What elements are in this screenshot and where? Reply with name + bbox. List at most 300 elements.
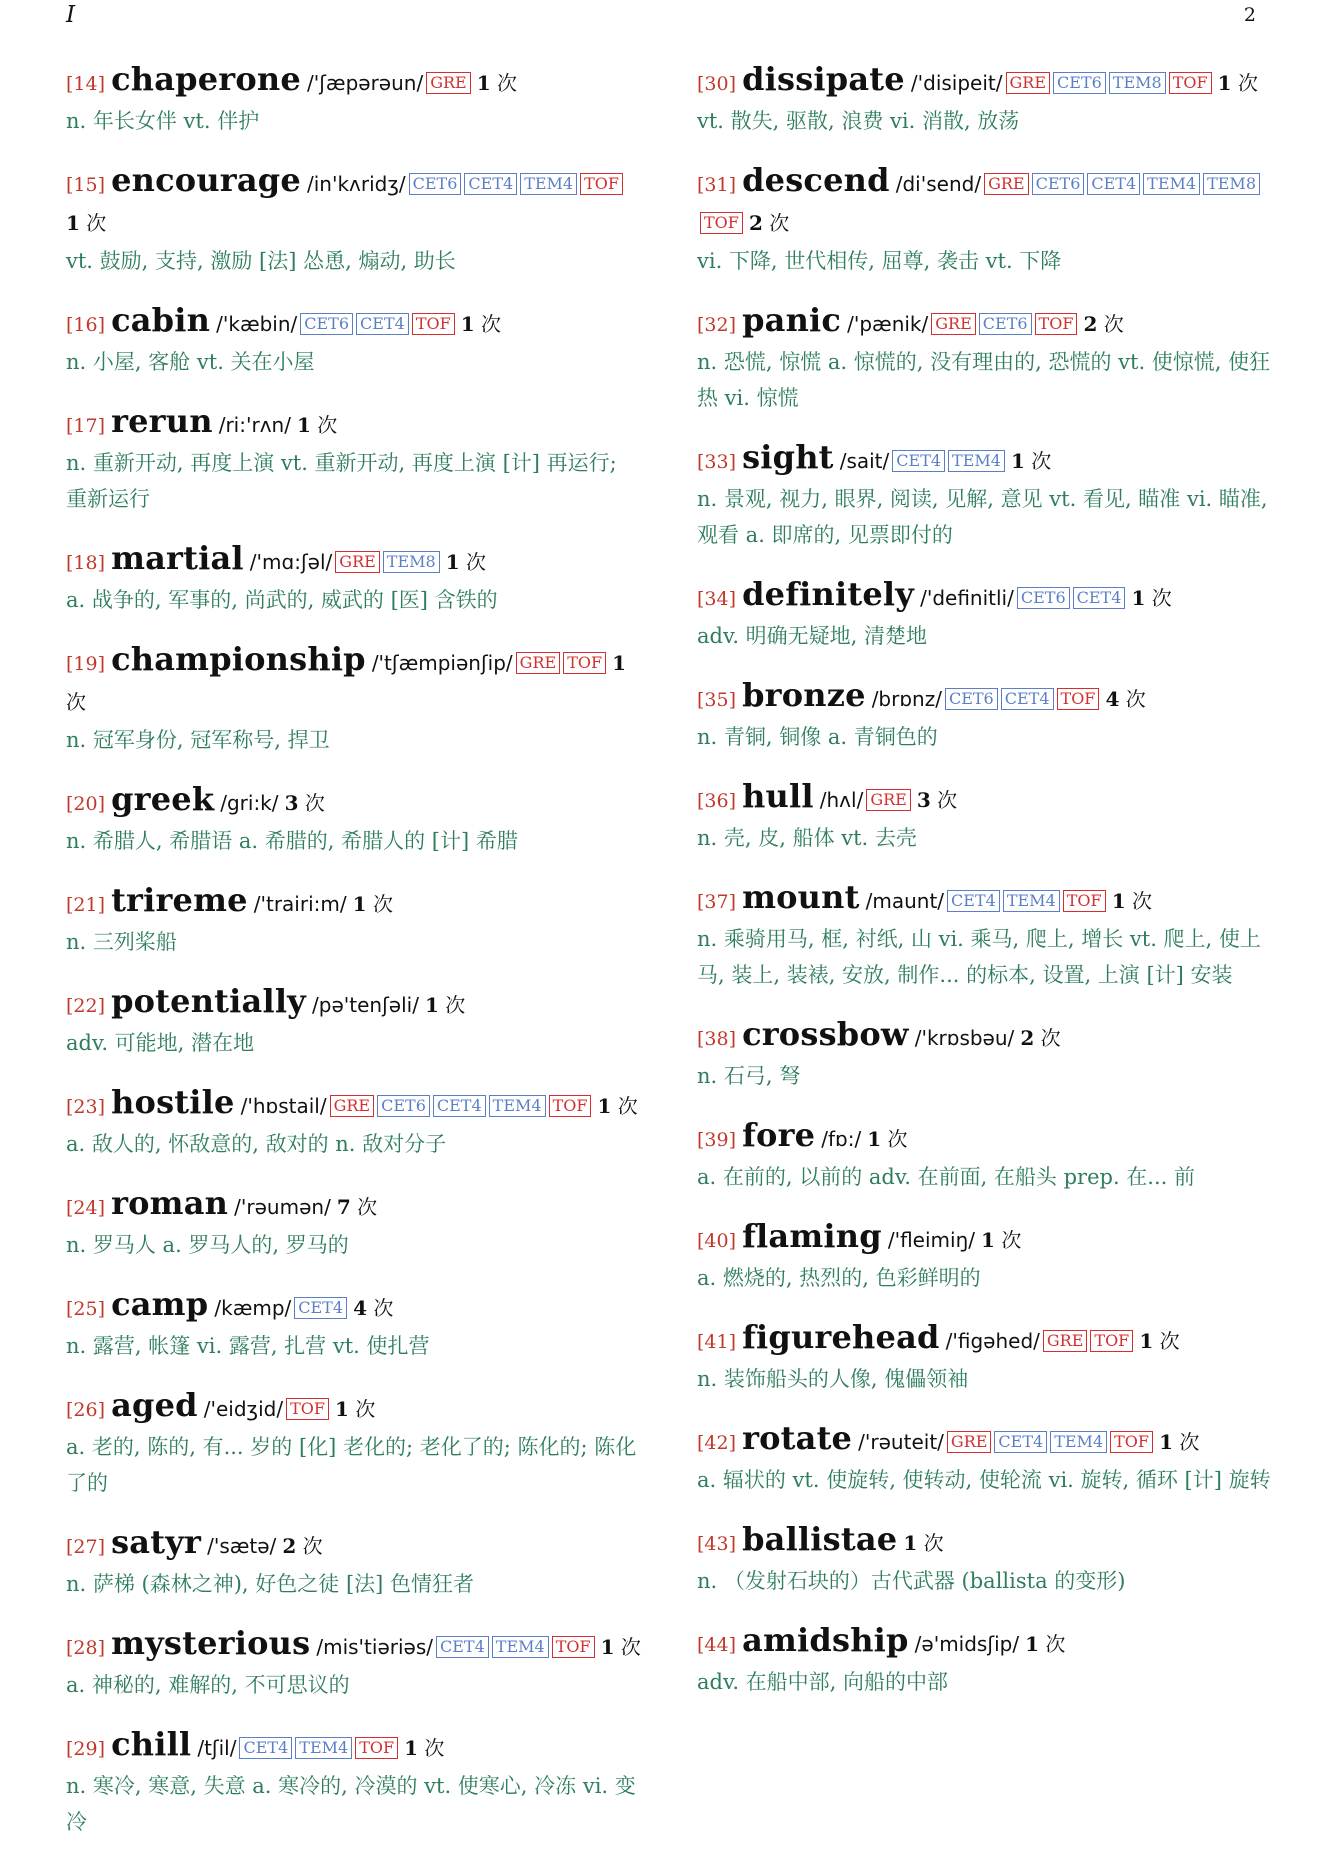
count-unit: 次 [887,1127,908,1151]
count-number: 2 [1083,312,1098,336]
definition: n. 小屋, 客舱 vt. 关在小屋 [66,350,315,374]
pronunciation: /mis'tiəriəs/ [316,1635,433,1659]
occurrence-count [66,211,106,235]
definition: n. 青铜, 铜像 a. 青铜色的 [697,725,938,749]
exam-tag-badge: TOF [1090,1330,1133,1352]
vocab-entry [66,1184,642,1263]
occurrence-count [903,1531,943,1555]
definition: n. 冠军身份, 冠军称号, 捍卫 [66,728,330,752]
vocab-entry [697,438,1273,553]
headword: aged [111,1386,198,1424]
count-unit: 次 [497,71,518,95]
headword: martial [111,539,244,577]
pronunciation: /ri:'rʌn/ [218,413,291,437]
entry-number: [28] [66,1637,106,1659]
count-unit: 次 [302,1534,323,1558]
entry-number: [42] [697,1432,737,1454]
pronunciation: /di'send/ [895,172,982,196]
occurrence-count [297,413,337,437]
definition: n. 露营, 帐篷 vi. 露营, 扎营 vt. 使扎营 [66,1334,430,1358]
pronunciation: /in'kʌridʒ/ [306,172,406,196]
count-number: 1 [1011,449,1025,473]
count-number: 1 [597,1094,612,1118]
headword: championship [111,640,366,678]
occurrence-count [867,1127,907,1151]
vocab-entry [66,982,642,1061]
count-number: 1 [460,312,475,336]
entry-number: [32] [697,314,737,336]
exam-tag-badge: TEM4 [489,1095,546,1117]
count-number: 1 [445,550,460,574]
count-number: 7 [336,1195,351,1219]
pronunciation: /'figəhed/ [945,1329,1040,1353]
headword: cabin [111,301,211,339]
exam-tag-badge: GRE [931,313,976,335]
exam-tag-badge: TOF [1169,72,1212,94]
occurrence-count [749,211,789,235]
count-number: 1 [425,993,439,1017]
exam-tag-badge: TEM8 [1203,173,1260,195]
exam-tag-badge: GRE [1006,72,1051,94]
vocab-entry [66,1285,642,1364]
vocab-entry [697,1217,1273,1296]
exam-tag-badge: TEM4 [295,1737,352,1759]
count-number: 1 [1111,889,1126,913]
exam-tag-badge: CET6 [945,688,998,710]
count-unit: 次 [355,1397,376,1421]
exam-tag-badge: TEM4 [1143,173,1200,195]
count-unit: 次 [373,1296,394,1320]
definition: a. 老的, 陈的, 有... 岁的 [化] 老化的; 老化了的; 陈化的; 陈化了的 [66,1435,637,1495]
definition: n. 寒冷, 寒意, 失意 a. 寒冷的, 冷漠的 vt. 使寒心, 冷冻 vi. 变冷 [66,1774,636,1834]
exam-tag-badge: TOF [1057,688,1100,710]
headword: bronze [742,676,866,714]
exam-tag-badge: CET4 [356,313,409,335]
headword: panic [742,301,842,339]
exam-tag-badge: CET4 [1073,587,1126,609]
occurrence-count [1105,687,1145,711]
pronunciation: /'rəuteit/ [858,1430,944,1454]
occurrence-count [1025,1632,1065,1656]
entry-number: [30] [697,73,737,95]
occurrence-count [477,71,517,95]
pronunciation: /pə'tenʃəli/ [312,993,419,1017]
exam-tag-badge: TOF [700,212,743,234]
vocab-entry [697,60,1273,139]
vocab-entry [66,161,642,279]
right-column [697,60,1273,1722]
occurrence-count [282,1534,322,1558]
entry-number: [26] [66,1399,106,1421]
exam-tag-badge: TOF [1035,313,1078,335]
entry-headline [66,1624,642,1667]
occurrence-count [404,1736,444,1760]
count-number: 1 [404,1736,419,1760]
vocab-entry [66,1624,642,1703]
vocab-entry [66,1523,642,1602]
headword: mysterious [111,1624,311,1662]
definition: a. 辐状的 vt. 使旋转, 使转动, 使轮流 vi. 旋转, 循环 [计] 旋转 [697,1468,1271,1492]
vocab-entry [697,1116,1273,1195]
pronunciation: /hʌl/ [819,788,864,812]
vocab-entry [697,161,1273,279]
occurrence-count [335,1397,375,1421]
exam-tag-badge: CET6 [409,173,462,195]
entry-headline [697,1520,1273,1563]
entry-number: [37] [697,891,737,913]
count-unit: 次 [1045,1632,1066,1656]
pronunciation: /sait/ [839,449,890,473]
entry-headline [697,60,1273,103]
count-number: 2 [748,211,763,235]
definition: vt. 散失, 驱散, 浪费 vi. 消散, 放荡 [697,109,1020,133]
count-unit: 次 [1151,586,1172,610]
definition: n. （发射石块的）古代武器 (ballista 的变形) [697,1569,1126,1593]
pronunciation: /'eidʒid/ [203,1397,284,1421]
count-unit: 次 [372,892,393,916]
count-number: 1 [903,1531,918,1555]
entry-headline [66,1083,642,1126]
definition: vi. 下降, 世代相传, 屈尊, 袭击 vt. 下降 [697,249,1062,273]
pronunciation: /gri:k/ [220,791,279,815]
entry-headline [697,1015,1273,1058]
entry-number: [15] [66,174,106,196]
vocab-entry [697,1015,1273,1094]
definition: n. 乘骑用马, 框, 衬纸, 山 vi. 乘马, 爬上, 增长 vt. 爬上, 使上马, 装上, 装裱, 安放, 制作... 的标本, 设置, 上演 [计] 安装 [697,927,1261,987]
pronunciation: /'trairi:m/ [253,892,347,916]
entry-number: [19] [66,653,106,675]
exam-tag-badge: TEM8 [383,551,440,573]
entry-headline [697,1621,1273,1664]
exam-tag-badge: TEM4 [492,1636,549,1658]
exam-tag-badge: CET6 [1017,587,1070,609]
exam-tag-badge: TOF [412,313,455,335]
entry-headline [66,1725,642,1768]
definition: a. 敌人的, 怀敌意的, 敌对的 n. 敌对分子 [66,1132,447,1156]
exam-tag-badge: CET6 [377,1095,430,1117]
count-unit: 次 [1031,449,1052,473]
count-number: 1 [612,651,627,675]
entry-headline [66,1523,642,1566]
definition: a. 战争的, 军事的, 尚武的, 威武的 [医] 含铁的 [66,588,498,612]
definition: n. 恐慌, 惊慌 a. 惊慌的, 没有理由的, 恐慌的 vt. 使惊慌, 使狂热 vi. 惊慌 [697,350,1271,410]
count-unit: 次 [1179,1430,1200,1454]
pronunciation: /'sætə/ [207,1534,277,1558]
count-unit: 次 [1131,889,1152,913]
definition: a. 神秘的, 难解的, 不可思议的 [66,1673,350,1697]
vocab-entry [697,777,1273,856]
count-unit: 次 [937,788,958,812]
vocab-entry [697,1419,1273,1498]
exam-tag-badge: CET4 [239,1737,292,1759]
exam-tag-badge: GRE [330,1095,375,1117]
definition: a. 在前的, 以前的 adv. 在前面, 在船头 prep. 在... 前 [697,1165,1196,1189]
vocab-entry [66,1386,642,1501]
occurrence-count [1218,71,1258,95]
entry-number: [14] [66,73,106,95]
exam-tag-badge: CET4 [436,1636,489,1658]
exam-tag-badge: GRE [984,173,1029,195]
occurrence-count [461,312,501,336]
count-number: 1 [600,1635,615,1659]
entry-headline [697,878,1273,921]
headword: dissipate [742,60,905,98]
headword: chill [111,1725,192,1763]
exam-tag-badge: CET4 [464,173,517,195]
entry-headline [66,1184,642,1227]
occurrence-count [601,1635,641,1659]
definition: adv. 在船中部, 向船的中部 [697,1670,949,1694]
count-unit: 次 [317,413,338,437]
count-unit: 次 [1237,71,1258,95]
entry-number: [20] [66,793,106,815]
headword: crossbow [742,1015,909,1053]
count-number: 3 [284,791,299,815]
pronunciation: /'kæbin/ [216,312,298,336]
definition: n. 壳, 皮, 船体 vt. 去壳 [697,826,917,850]
count-unit: 次 [357,1195,378,1219]
count-unit: 次 [1125,687,1146,711]
pronunciation: /'krɒsbəu/ [914,1026,1015,1050]
exam-tag-badge: CET6 [300,313,353,335]
left-column [66,60,642,1862]
count-number: 3 [916,788,931,812]
occurrence-count [1020,1026,1060,1050]
count-unit: 次 [617,1094,638,1118]
page-number: 2 [1243,4,1256,26]
definition: n. 装饰船头的人像, 傀儡领袖 [697,1367,969,1391]
entry-number: [33] [697,451,737,473]
count-number: 2 [1020,1026,1035,1050]
entry-number: [17] [66,415,106,437]
vocab-entry [66,402,642,517]
count-unit: 次 [1001,1228,1022,1252]
count-unit: 次 [304,791,325,815]
occurrence-count [917,788,957,812]
count-number: 1 [1139,1329,1154,1353]
exam-tag-badge: CET6 [979,313,1032,335]
pronunciation: /'tʃæmpiənʃip/ [371,651,513,675]
occurrence-count [285,791,325,815]
count-unit: 次 [466,550,487,574]
count-unit: 次 [1040,1026,1061,1050]
exam-tag-badge: CET6 [1053,72,1106,94]
headword: roman [111,1184,229,1222]
count-number: 1 [476,71,491,95]
entry-headline [66,161,642,243]
exam-tag-badge: GRE [335,551,380,573]
pronunciation: /'rəumən/ [234,1195,331,1219]
vocab-entry [697,878,1273,993]
count-number: 4 [1105,687,1120,711]
vocab-entry [66,60,642,139]
pronunciation: /brɒnz/ [871,687,942,711]
pronunciation: /maunt/ [865,889,945,913]
entry-number: [36] [697,790,737,812]
pronunciation: /'hɒstail/ [240,1094,327,1118]
exam-tag-badge: CET4 [947,890,1000,912]
entry-number: [21] [66,894,106,916]
page-header-letter: I [66,2,76,28]
entry-headline [66,402,642,445]
occurrence-count [598,1094,638,1118]
count-number: 1 [1159,1430,1173,1454]
entry-number: [39] [697,1129,737,1151]
entry-number: [31] [697,174,737,196]
exam-tag-badge: TOF [1063,890,1106,912]
entry-number: [40] [697,1230,737,1252]
exam-tag-badge: TEM8 [1109,72,1166,94]
occurrence-count [1131,586,1171,610]
definition: n. 重新开动, 再度上演 vt. 重新开动, 再度上演 [计] 再运行; 重新运行 [66,451,617,511]
entry-headline [66,881,642,924]
definition: n. 石弓, 弩 [697,1064,801,1088]
headword: chaperone [111,60,301,98]
count-number: 1 [66,211,80,235]
vocab-entry [66,301,642,380]
entry-headline [697,438,1273,481]
entry-headline [697,575,1273,618]
vocab-entry [697,1520,1273,1599]
entry-headline [66,1386,642,1429]
occurrence-count [981,1228,1021,1252]
count-number: 1 [1131,586,1146,610]
count-number: 1 [981,1228,995,1252]
headword: encourage [111,161,301,199]
count-number: 1 [335,1397,349,1421]
entry-number: [22] [66,995,106,1017]
definition: n. 希腊人, 希腊语 a. 希腊的, 希腊人的 [计] 希腊 [66,829,518,853]
definition: n. 萨梯 (森林之神), 好色之徒 [法] 色情狂者 [66,1572,475,1596]
entry-number: [18] [66,552,106,574]
pronunciation: /'ʃæpərəun/ [306,71,424,95]
headword: fore [742,1116,816,1154]
entry-headline [697,676,1273,719]
entry-number: [38] [697,1028,737,1050]
entry-headline [66,1285,642,1328]
exam-tag-badge: CET4 [433,1095,486,1117]
count-unit: 次 [620,1635,641,1659]
pronunciation: /'definitli/ [920,586,1014,610]
entry-number: [34] [697,588,737,610]
entry-number: [23] [66,1096,106,1118]
headword: hostile [111,1083,235,1121]
headword: descend [742,161,890,199]
exam-tag-badge: TEM4 [520,173,577,195]
exam-tag-badge: CET4 [994,1431,1047,1453]
exam-tag-badge: TOF [1110,1431,1153,1453]
occurrence-count [1112,889,1152,913]
count-number: 1 [1025,1632,1040,1656]
entry-headline [697,1217,1273,1260]
vocab-entry [697,1318,1273,1397]
occurrence-count [353,1296,393,1320]
occurrence-count [337,1195,377,1219]
entry-number: [27] [66,1536,106,1558]
headword: hull [742,777,814,815]
count-unit: 次 [445,993,466,1017]
headword: flaming [742,1217,882,1255]
definition: n. 三列桨船 [66,930,177,954]
pronunciation: /'pænik/ [847,312,929,336]
pronunciation: /'disipeit/ [910,71,1003,95]
occurrence-count [1011,449,1051,473]
exam-tag-badge: CET6 [1032,173,1085,195]
definition: vt. 鼓励, 支持, 激励 [法] 怂恿, 煽动, 助长 [66,249,456,273]
vocab-entry [66,881,642,960]
exam-tag-badge: CET4 [294,1297,347,1319]
count-unit: 次 [424,1736,445,1760]
definition: a. 燃烧的, 热烈的, 色彩鲜明的 [697,1266,981,1290]
occurrence-count [1139,1329,1179,1353]
exam-tag-badge: GRE [1043,1330,1088,1352]
entry-headline [66,780,642,823]
vocab-entry [66,539,642,618]
exam-tag-badge: TEM4 [948,450,1005,472]
exam-tag-badge: TOF [355,1737,398,1759]
headword: figurehead [742,1318,940,1356]
entry-headline [66,640,642,722]
exam-tag-badge: GRE [516,652,561,674]
exam-tag-badge: TOF [552,1636,595,1658]
entry-headline [697,777,1273,820]
count-number: 1 [297,413,311,437]
entry-headline [66,982,642,1025]
headword: satyr [111,1523,202,1561]
occurrence-count [353,892,393,916]
count-number: 1 [1217,71,1232,95]
entry-number: [35] [697,689,737,711]
exam-tag-badge: TOF [580,173,623,195]
count-number: 1 [352,892,367,916]
count-unit: 次 [86,211,107,235]
pronunciation: /fɒ:/ [821,1127,862,1151]
headword: trireme [111,881,248,919]
exam-tag-badge: TOF [549,1095,592,1117]
count-unit: 次 [1103,312,1124,336]
headword: camp [111,1285,209,1323]
headword: greek [111,780,215,818]
entry-headline [697,161,1273,243]
definition: n. 罗马人 a. 罗马人的, 罗马的 [66,1233,349,1257]
entry-number: [24] [66,1197,106,1219]
vocab-entry [66,780,642,859]
definition: adv. 明确无疑地, 清楚地 [697,624,928,648]
pronunciation: /tʃil/ [197,1736,237,1760]
headword: sight [742,438,834,476]
vocab-entry [697,301,1273,416]
headword: ballistae [742,1520,898,1558]
entry-headline [66,60,642,103]
entry-headline [697,1116,1273,1159]
entry-number: [44] [697,1634,737,1656]
headword: amidship [742,1621,909,1659]
entry-headline [66,301,642,344]
occurrence-count [446,550,486,574]
headword: rerun [111,402,213,440]
pronunciation: /'fleimiŋ/ [887,1228,975,1252]
entry-headline [66,539,642,582]
count-unit: 次 [66,690,86,714]
entry-headline [697,301,1273,344]
count-unit: 次 [923,1531,944,1555]
entry-headline [697,1318,1273,1361]
vocab-entry [697,676,1273,755]
count-unit: 次 [1159,1329,1180,1353]
definition: n. 年长女伴 vt. 伴护 [66,109,260,133]
definition: adv. 可能地, 潜在地 [66,1031,255,1055]
exam-tag-badge: CET4 [1001,688,1054,710]
